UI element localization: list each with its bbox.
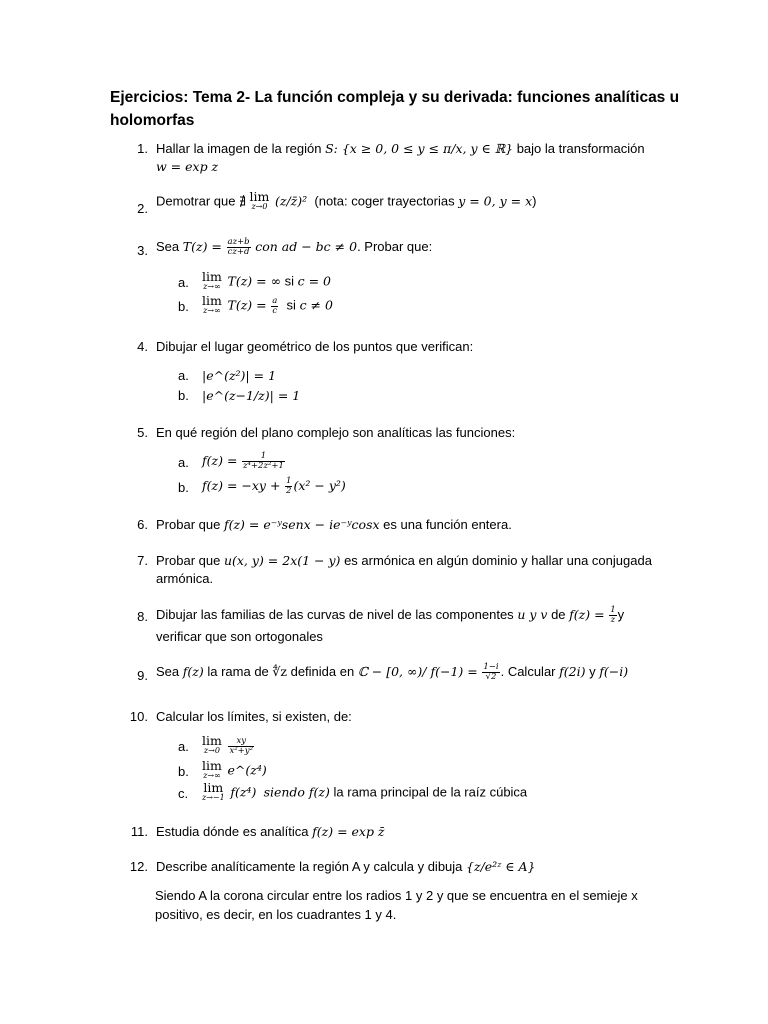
exercise-text: Dibujar el lugar geométrico de los puntos que verifican: <box>156 339 474 354</box>
exercise-text: Sea <box>156 239 180 254</box>
exercise-number: 11. <box>130 824 148 839</box>
limit-subscript: z→0 <box>203 746 220 755</box>
limit-subscript: z→∞ <box>203 771 221 780</box>
subitem-label: a. <box>178 455 189 470</box>
exercise-text: . Probar que: <box>357 239 433 254</box>
math-expression: (z/z̄)² <box>275 193 308 209</box>
subitem-label: b. <box>178 764 189 779</box>
subitem-content <box>202 293 333 316</box>
fraction <box>242 452 285 471</box>
math-expression: S: {x ≥ 0, 0 ≤ y ≤ π/x, y ∈ ℝ} <box>325 141 514 156</box>
exercise-text: definida en <box>290 664 355 679</box>
limit-word: lim <box>202 293 222 308</box>
exercise-text: En qué región del plano complejo son analíticas las funciones: <box>156 425 516 440</box>
subitem-content <box>202 452 286 471</box>
exercise-number: 2. <box>137 201 148 216</box>
condition-text: si <box>286 297 296 313</box>
exercise-text: Dibujar las familias de las curvas de nivel de las componentes <box>156 607 514 622</box>
math-expression: f(z) = exp z̄ <box>312 824 385 839</box>
exercise-text: Calcular los límites, si existen, de: <box>156 709 352 724</box>
subitem-label: b. <box>178 388 189 403</box>
limit-subscript: z→∞ <box>203 282 221 291</box>
exercise-text: bajo la transformación <box>516 141 645 156</box>
math-expression: f(z) = e⁻ʸsenx − ie⁻ʸcosx <box>223 517 380 532</box>
math-expression: {z/e²ᶻ ∈ A} <box>466 859 536 874</box>
math-expression: f(2i) <box>559 664 586 679</box>
subitem-content <box>202 758 267 781</box>
subitem-label: a. <box>178 275 189 290</box>
subitem-content <box>202 269 332 292</box>
subitem-label: a. <box>178 368 189 383</box>
subitem-label: b. <box>178 299 189 314</box>
denominator: z⁴+2z²+1 <box>243 461 284 472</box>
exercise-text: Hallar la imagen de la región <box>156 141 322 156</box>
math-expression: u(x, y) = 2x(1 − y) <box>223 553 341 568</box>
limit-operator <box>202 293 222 316</box>
exercise-text: ) <box>532 193 537 209</box>
exercise-text: Sea <box>156 664 180 679</box>
exercise-12-note: Siendo A la corona circular entre los radios 1 y 2 y que se encuentra en el semieje x positivo, es decir, en los cuadrantes 1 y 4. <box>155 888 638 922</box>
exercise-text: de <box>551 607 566 622</box>
exercise-number: 7. <box>137 553 148 568</box>
math-expression: c = 0 <box>297 273 332 289</box>
exercise-number: 1. <box>137 141 148 156</box>
numerator: a <box>272 295 278 306</box>
exercise-number: 4. <box>137 339 148 354</box>
math-expression: (x² − y²) <box>293 478 346 493</box>
math-expression: ∜z <box>272 664 287 679</box>
exercise-text: y <box>617 607 625 622</box>
subitem-content <box>202 733 255 756</box>
math-expression: e^(z⁴) <box>227 762 267 778</box>
exercise-text: la rama de <box>207 664 269 679</box>
limit-word: lim <box>202 758 222 773</box>
exercise-text: Estudia dónde es analítica <box>156 824 309 839</box>
math-expression: con ad − bc ≠ 0 <box>255 239 358 254</box>
limit-word: lim <box>202 269 222 284</box>
exercise-text: y <box>589 664 596 679</box>
subitem-label: a. <box>178 739 189 754</box>
math-expression: siendo f(z) <box>263 784 330 800</box>
subitem-label: b. <box>178 480 189 495</box>
math-expression: T(z) = <box>182 239 222 254</box>
fraction <box>271 297 278 316</box>
exercise-text: Demotrar que <box>156 193 236 209</box>
denominator: 2 <box>286 486 292 497</box>
limit-subscript: z→−1 <box>202 793 225 802</box>
denominator: x²+y² <box>229 745 254 756</box>
exercise-number: 8. <box>137 609 148 624</box>
math-expression: T(z) = <box>227 297 267 313</box>
denominator: z <box>610 615 616 626</box>
exercise-text: es armónica en algún dominio y hallar una conjugada <box>344 553 652 568</box>
math-expression: f(−i) <box>599 664 629 679</box>
math-expression: |e^(z²)| = 1 <box>202 368 277 383</box>
numerator: 1 <box>286 476 292 487</box>
numerator: 1−i <box>483 662 499 673</box>
math-expression: f(z) = <box>569 607 605 622</box>
subitem-content <box>202 780 528 803</box>
exercise-text: Probar que <box>156 517 221 532</box>
fraction <box>227 238 251 257</box>
denominator: c <box>272 305 278 316</box>
math-expression: u y v <box>517 607 548 622</box>
exercise-text: verificar que son ortogonales <box>156 629 323 644</box>
limit-operator <box>202 758 222 781</box>
subitem-label: c. <box>178 786 189 801</box>
limit-word: lim <box>202 733 222 748</box>
exercise-text: armónica. <box>156 571 214 586</box>
numerator: 1 <box>610 605 616 616</box>
exercise-number: 12. <box>129 859 148 874</box>
fraction <box>228 737 254 756</box>
numerator: az+b <box>227 237 250 248</box>
fraction <box>285 477 292 496</box>
denominator: √2 <box>482 672 499 682</box>
exercise-text: Probar que <box>156 553 221 568</box>
exercise-text: . Calcular <box>500 664 556 679</box>
fraction <box>482 663 499 682</box>
math-expression: f(z) = −xy + <box>202 478 281 493</box>
math-expression: ℂ − [0, ∞)/ f(−1) = <box>357 664 478 679</box>
limit-operator <box>202 733 222 756</box>
subitem-text: la rama principal de la raíz cúbica <box>333 784 528 800</box>
math-expression: T(z) = ∞ <box>227 273 281 289</box>
document-title: Ejercicios: Tema 2- La función compleja y su derivada: funciones analíticas u holomorfas <box>110 89 680 129</box>
math-expression: y = 0, y = x <box>458 193 533 209</box>
limit-operator <box>202 780 225 803</box>
numerator: xy <box>236 735 247 746</box>
exercise-number: 6. <box>137 517 148 532</box>
limit-subscript: z→0 <box>251 202 268 211</box>
exercise-number: 5. <box>137 425 148 440</box>
limit-operator <box>202 269 222 292</box>
subitem-content <box>202 477 346 496</box>
exercise-text: Describe analíticamente la región A y calcula y dibuja <box>156 859 463 874</box>
exercise-number: 10. <box>129 709 148 724</box>
numerator: 1 <box>260 451 267 462</box>
limit-subscript: z→∞ <box>203 306 221 315</box>
limit-word: lim <box>249 189 270 204</box>
math-expression: c ≠ 0 <box>299 297 333 313</box>
math-expression: f(z) = <box>202 453 238 468</box>
math-expression: f(z⁴) <box>230 784 257 800</box>
limit-operator <box>249 189 270 212</box>
condition-text: si <box>284 273 295 289</box>
denominator: cz+d <box>227 247 250 258</box>
math-expression: f(z) <box>182 664 204 679</box>
exercise-text: (nota: coger trayectorias <box>314 193 455 209</box>
exercise-number: 3. <box>137 243 148 258</box>
math-expression: |e^(z−1/z)| = 1 <box>202 388 301 403</box>
math-expression: w = exp z <box>156 159 219 174</box>
math-expression: ∄ <box>239 193 246 209</box>
limit-word: lim <box>203 780 224 795</box>
fraction <box>609 606 616 625</box>
exercise-number: 9. <box>137 668 148 683</box>
exercise-text: es una función entera. <box>383 517 512 532</box>
